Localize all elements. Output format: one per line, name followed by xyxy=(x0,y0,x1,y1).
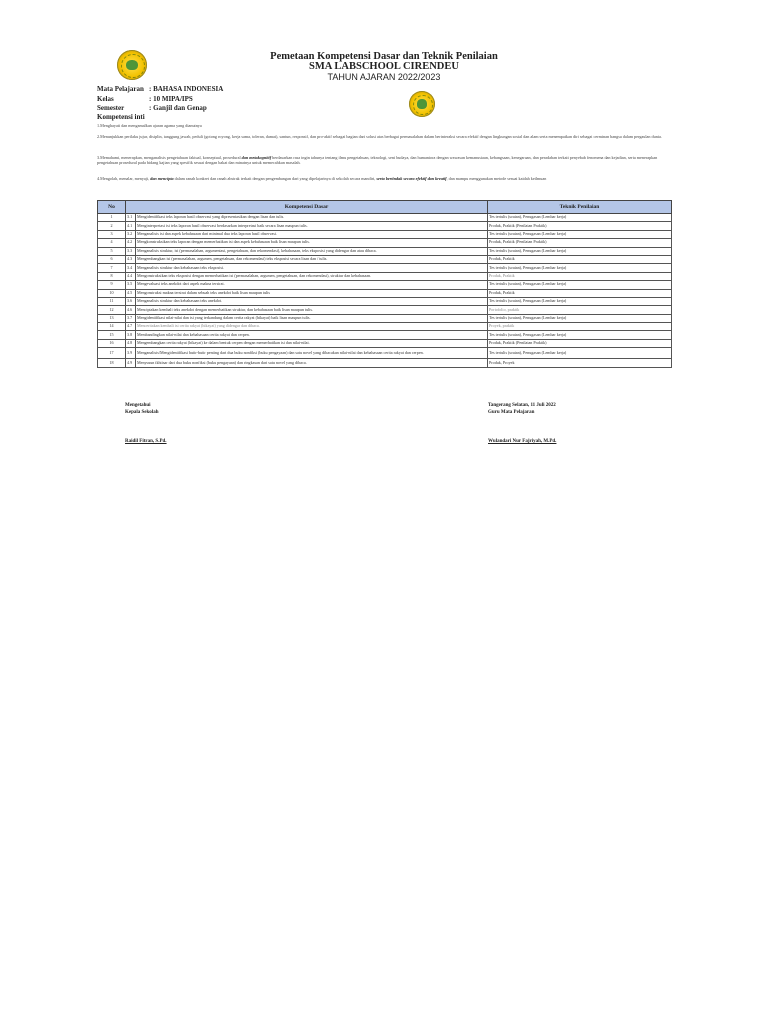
kd-description: Mengevaluasi teks anekdot dari aspek makna tersirat. xyxy=(136,281,488,289)
assessment-technique: Proyek, praktik xyxy=(488,323,672,331)
row-number: 13 xyxy=(98,314,126,322)
kd-code: 4.9 xyxy=(126,359,136,367)
ki4-text-c: , dan mampu menggunakan metode sesuai kaidah keilmuan xyxy=(446,176,547,181)
header-no: No xyxy=(98,201,126,214)
kd-code: 3.2 xyxy=(126,230,136,238)
table-row xyxy=(98,331,672,339)
assessment-technique: Tes tertulis (uraian), Penugasan (Lembar kerja) xyxy=(488,297,672,305)
kd-code: 4.6 xyxy=(126,306,136,314)
row-number: 7 xyxy=(98,264,126,272)
principal-signature-block xyxy=(125,402,158,416)
teacher-signature-block xyxy=(488,402,556,416)
academic-year: TAHUN AJARAN 2022/2023 xyxy=(327,72,441,82)
table-row xyxy=(98,214,672,222)
document-title: Pemetaan Kompetensi Dasar dan Teknik Penilaian xyxy=(270,51,498,62)
table-row xyxy=(98,264,672,272)
ki3-text-emphasis: dan metakognitif xyxy=(241,155,272,160)
assessment-technique: Tes tertulis (uraian), Penugasan (Lembar kerja) xyxy=(488,264,672,272)
table-row xyxy=(98,255,672,263)
kd-code: 3.8 xyxy=(126,331,136,339)
table-row xyxy=(98,272,672,280)
row-number: 2 xyxy=(98,222,126,230)
row-number: 18 xyxy=(98,359,126,367)
kd-code: 4.2 xyxy=(126,239,136,247)
kd-code: 4.4 xyxy=(126,272,136,280)
class-row xyxy=(97,95,193,103)
semester-value: : Ganjil dan Genap xyxy=(149,104,207,112)
table-row xyxy=(98,306,672,314)
assessment-technique: Produk, Praktik (Penilaian Praktik) xyxy=(488,339,672,347)
ki3-text-a: 3.Memahami, menerapkan, menganalisis pengetahuan faktual, konseptual, prosedural xyxy=(97,155,242,160)
ki4-text-emphasis-2: serta bertindak secara efektif dan kreatif xyxy=(376,176,447,181)
row-number: 5 xyxy=(98,247,126,255)
kd-code: 4.1 xyxy=(126,222,136,230)
semester-label: Semester xyxy=(97,104,125,112)
assessment-technique: Tes tertulis (uraian), Penugasan (Lembar kerja) xyxy=(488,314,672,322)
table-row xyxy=(98,314,672,322)
kd-description: Mengkonstruksikan teks laporan dengan memerhatikan isi dan aspek kebahasaan baik lisan maupun tulis. xyxy=(136,239,488,247)
assessment-technique: Tes tertulis (uraian), Penugasan (Lembar kerja) xyxy=(488,230,672,238)
kd-code: 4.8 xyxy=(126,339,136,347)
assessment-technique: Produk, Praktik xyxy=(488,255,672,263)
kd-description: Menciptakan kembali teks anekdot dengan memerhatikan struktur, dan kebahasaan baik lisan maupun tulis. xyxy=(136,306,488,314)
teacher-name: Wulandari Nur Fajriyah, M.Pd. xyxy=(488,439,557,444)
kd-description: Mengidentifikasi teks laporan hasil observasi yang dipresentasikan dengan lisan dan tulis. xyxy=(136,214,488,222)
row-number: 12 xyxy=(98,306,126,314)
table-row xyxy=(98,297,672,305)
assessment-technique: Produk, Praktik xyxy=(488,289,672,297)
assessment-technique: Tes tertulis (uraian), Penugasan (Lembar kerja) xyxy=(488,214,672,222)
row-number: 15 xyxy=(98,331,126,339)
kd-code: 3.5 xyxy=(126,281,136,289)
assessment-technique: Produk, Proyek xyxy=(488,359,672,367)
subject-row xyxy=(97,85,223,93)
kd-description: Mengembangkan cerita rakyat (hikayat) ke dalam bentuk cerpen dengan memerhatikan isi dan nilai-nilai. xyxy=(136,339,488,347)
kd-code: 3.3 xyxy=(126,247,136,255)
table-row xyxy=(98,339,672,347)
principal-title: Kepala Sekolah xyxy=(125,410,159,415)
acknowledged-label: Mengetahui xyxy=(125,403,151,408)
header-kd: Kompetensi Dasar xyxy=(126,201,488,214)
row-number: 1 xyxy=(98,214,126,222)
row-number: 16 xyxy=(98,339,126,347)
principal-name: Raidil Fitran, S.Pd. xyxy=(125,439,167,444)
kd-code: 3.1 xyxy=(126,214,136,222)
core-competence-1: 1.Menghayati dan mengamalkan ajaran agama yang dianutnya xyxy=(97,123,202,128)
row-number: 3 xyxy=(98,230,126,238)
kd-description: Mengonstruksikan teks eksposisi dengan memerhatikan isi (permasalahan, argumen, pengetahuan, dan rekomendasi), struktur dan kebahasaan. xyxy=(136,272,488,280)
kd-description: Menganalisis struktur, isi (permasalahan, argumentasi, pengetahuan, dan rekomendasi), kebahasaan, teks eksposisi yang didengar dan atau dibaca. xyxy=(136,247,488,255)
kd-description: Mengidentifikasi nilai-nilai dan isi yang terkandung dalam cerita rakyat (hikayat) baik lisan maupun tulis. xyxy=(136,314,488,322)
kd-code: 3.9 xyxy=(126,348,136,359)
school-name: SMA LABSCHOOL CIRENDEU xyxy=(309,61,459,72)
ki4-text-a: 4.Mengolah, menalar, menyaji, xyxy=(97,176,151,181)
core-competence-heading: Kompetensi inti xyxy=(97,113,145,121)
kd-description: Mengonstruksi makna tersirat dalam sebuah teks anekdot baik lisan maupun tulis xyxy=(136,289,488,297)
row-number: 17 xyxy=(98,348,126,359)
table-row xyxy=(98,281,672,289)
kd-code: 3.7 xyxy=(126,314,136,322)
assessment-technique: Portofolio, praktik xyxy=(488,306,672,314)
core-competence-4 xyxy=(97,176,664,181)
core-competence-3 xyxy=(97,155,664,165)
row-number: 6 xyxy=(98,255,126,263)
table-row xyxy=(98,323,672,331)
subject-value: : BAHASA INDONESIA xyxy=(149,85,224,93)
assessment-technique: Tes tertulis (uraian), Penugasan (Lembar kerja) xyxy=(488,331,672,339)
kd-description: Menceritakan kembali isi cerita rakyat (hikayat) yang didengar dan dibaca. xyxy=(136,323,488,331)
row-number: 10 xyxy=(98,289,126,297)
kd-code: 4.7 xyxy=(126,323,136,331)
kd-code: 3.6 xyxy=(126,297,136,305)
place-date: Tangerang Selatan, 11 Juli 2022 xyxy=(488,403,556,408)
semester-row xyxy=(97,104,207,112)
competence-table xyxy=(97,200,672,368)
kd-description: Menganalisis isi dan aspek kebahasaan dari minimal dua teks laporan hasil observasi. xyxy=(136,230,488,238)
table-header-row xyxy=(98,201,672,214)
ki3-text-b: berdasarkan rasa ingin tahunya tentang ilmu pengetahuan, teknologi, seni budaya, dan humaniora dengan wawasan kemanusiaan, kebangsaan, kenegaraan, dan peradaban terkait penyebab fenomena dan kejadian, serta menerapkan pengetahuan prosedural pada bidang kajian yang spesifik sesuai dengan bakat dan minatnya untuk memecahkan masalah. xyxy=(97,155,658,165)
teacher-title: Guru Mata Pelajaran xyxy=(488,410,535,415)
table-row xyxy=(98,247,672,255)
kd-code: 3.4 xyxy=(126,264,136,272)
assessment-technique: Tes tertulis (uraian), Penugasan (Lembar kerja) xyxy=(488,247,672,255)
row-number: 4 xyxy=(98,239,126,247)
ki4-text-emphasis-1: dan mencipta xyxy=(150,176,174,181)
table-row xyxy=(98,359,672,367)
table-row xyxy=(98,289,672,297)
assessment-technique: Tes tertulis (uraian), Penugasan (Lembar kerja) xyxy=(488,348,672,359)
row-number: 9 xyxy=(98,281,126,289)
kd-code: 4.5 xyxy=(126,289,136,297)
kd-code: 4.3 xyxy=(126,255,136,263)
kd-description: Menganalisis/Mengidentifikasi butir-butir penting dari dua buku nonfiksi (buku pengayaan) dan satu novel yang dibacakan nilai-nilai dan kebahasaan cerita rakyat dan cerpen. xyxy=(136,348,488,359)
table-row xyxy=(98,230,672,238)
subject-label: Mata Pelajaran xyxy=(97,85,144,93)
core-competence-2: 2.Menunjukkan perilaku jujur, disiplin, tanggung jawab, peduli (gotong royong, kerja sama, toleran, damai), santun, responsif, dan pro-aktif sebagai bagian dari solusi atas berbagai permasalahan dalam berinteraksi secara efektif dengan lingkungan sosial dan alam serta menempatkan diri sebagai cerminan bangsa dalam pergaulan dunia. xyxy=(97,134,662,139)
table-row xyxy=(98,348,672,359)
assessment-technique: Produk, Praktik (Penilaian Praktik) xyxy=(488,239,672,247)
row-number: 14 xyxy=(98,323,126,331)
kd-description: Menganalisis struktur dan kebahasaan teks eksposisi. xyxy=(136,264,488,272)
assessment-technique: Produk, Praktik xyxy=(488,272,672,280)
table-row xyxy=(98,239,672,247)
ki4-text-b: dalam ranah konkret dan ranah abstrak terkait dengan pengembangan dari yang dipelajarinya di sekolah secara mandiri, xyxy=(173,176,377,181)
row-number: 8 xyxy=(98,272,126,280)
kd-description: Mengembangkan isi (permasalahan, argumen, pengetahuan, dan rekomendasi) teks eksposisi secara lisan dan / tulis. xyxy=(136,255,488,263)
row-number: 11 xyxy=(98,297,126,305)
class-label: Kelas xyxy=(97,95,114,103)
assessment-technique: Produk, Praktik (Penilaian Praktik) xyxy=(488,222,672,230)
kd-description: Menyusun ikhtisar dari dua buku nonfiksi (buku pengayaan) dan ringkasan dari satu novel yang dibaca. xyxy=(136,359,488,367)
kd-description: Menginterpretasi isi teks laporan hasil observasi berdasarkan interpretasi baik secara lisan maupun tulis. xyxy=(136,222,488,230)
school-logo-small xyxy=(409,91,435,117)
kd-description: Membandingkan nilai-nilai dan kebahasaan cerita rakyat dan cerpen. xyxy=(136,331,488,339)
kd-description: Menganalisis struktur dan kebahasaan teks anekdot. xyxy=(136,297,488,305)
class-value: : 10 MIPA/IPS xyxy=(149,95,193,103)
header-technique: Teknik Penilaian xyxy=(488,201,672,214)
table-row xyxy=(98,222,672,230)
assessment-technique: Tes tertulis (uraian), Penugasan (Lembar kerja) xyxy=(488,281,672,289)
